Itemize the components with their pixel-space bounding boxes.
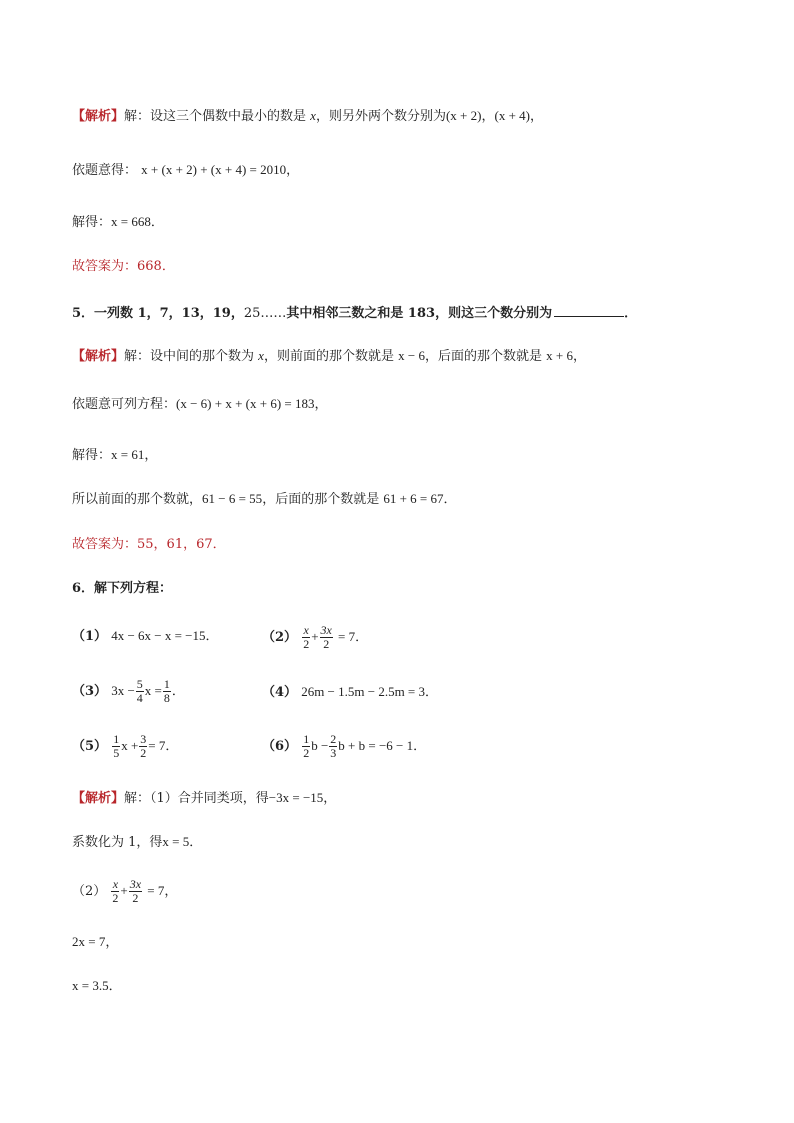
equation-3: （3） 3x − $\frac{5}{4}$ x = $\frac{1}{8}$ ． — [72, 677, 185, 705]
solution-line-4: 2x = 7， — [72, 934, 119, 950]
equation-2: （2） $\frac{x}{2}$ + $\frac{3x}{2}$ = 7． — [262, 623, 369, 651]
equation-1: （1） 4x − 6x − x = −15． — [72, 628, 219, 644]
analysis-line-7: 解得：x = 61， — [72, 447, 158, 463]
equation-4: （4） 26m − 1.5m − 2.5m = 3． — [262, 684, 439, 700]
solution-line-2: 系数化为 1，得x = 5． — [72, 834, 203, 850]
analysis-tag: 【解析】 — [72, 349, 125, 364]
analysis-tag: 【解析】 — [72, 109, 125, 124]
analysis-line-1: 【解析】解：设这三个偶数中最小的数是 x，则另外两个数分别为(x + 2)，(x + 4)， — [72, 108, 543, 124]
equation-5: （5） $\frac{1}{5}$ x + $\frac{3}{2}$ = 7． — [72, 732, 179, 760]
question-6: 6．解下列方程： — [72, 581, 173, 596]
analysis-line-2: 依题意得： x + (x + 2) + (x + 4) = 2010， — [72, 162, 300, 178]
equation-6: （6） $\frac{1}{2}$ b − $\frac{2}{3}$ b + b = −6 − 1． — [262, 732, 427, 760]
solution-line-1: 【解析】解：（1）合并同类项，得−3x = −15， — [72, 790, 337, 806]
solution-line-3: （2） $\frac{x}{2}$ + $\frac{3x}{2}$ = 7， — [72, 877, 178, 905]
analysis-line-8: 所以前面的那个数就，61 − 6 = 55，后面的那个数就是 61 + 6 = 67． — [72, 491, 457, 507]
question-5: 5．一列数 1，7，13，19，25……其中相邻三数之和是 183，则这三个数分别为 ． — [72, 302, 637, 324]
answer-line-2: 故答案为：55，61，67． — [72, 537, 226, 552]
analysis-line-3: 解得：x = 668． — [72, 214, 164, 230]
answer-blank[interactable] — [554, 302, 624, 317]
analysis-line-5: 【解析】解：设中间的那个数为 x，则前面的那个数就是 x − 6，后面的那个数就是 x + 6， — [72, 348, 586, 364]
analysis-tag: 【解析】 — [72, 791, 125, 806]
answer-line-1: 故答案为：668． — [72, 259, 175, 274]
analysis-line-6: 依题意可列方程：(x − 6) + x + (x + 6) = 183， — [72, 396, 328, 412]
solution-line-5: x = 3.5． — [72, 978, 122, 994]
